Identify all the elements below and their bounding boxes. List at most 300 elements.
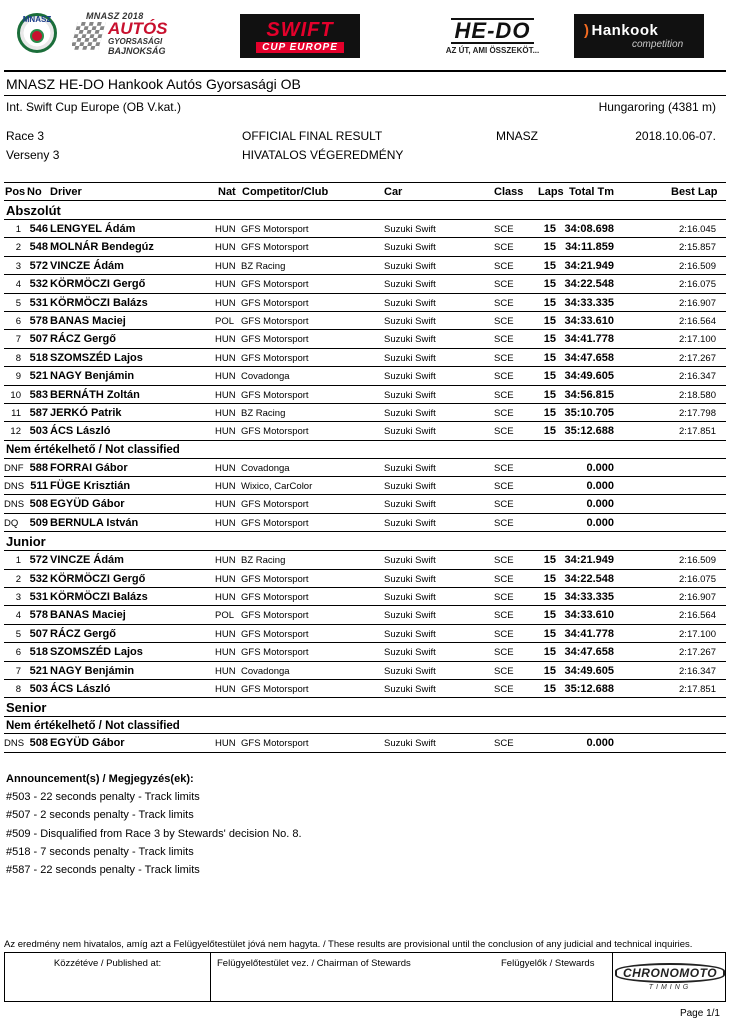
col-header-pos: Pos xyxy=(5,186,26,198)
row-car-number: 507 xyxy=(29,333,48,346)
row-laps: 15 xyxy=(543,591,556,604)
series-name: Int. Swift Cup Europe (OB V.kat.) xyxy=(6,100,181,114)
row-class: SCE xyxy=(494,334,514,346)
row-laps: 15 xyxy=(543,241,556,254)
row-driver: BANAS Maciej xyxy=(50,314,126,327)
row-club: Covadonga xyxy=(241,371,290,383)
row-car-number: 511 xyxy=(30,480,48,493)
row-car: Suzuki Swift xyxy=(384,610,436,622)
row-pos: DNF xyxy=(4,462,24,474)
row-driver: BANAS Maciej xyxy=(50,609,126,622)
row-best-lap: 2:15.857 xyxy=(679,242,716,254)
result-row xyxy=(4,386,726,404)
row-pos: 7 xyxy=(15,334,21,346)
row-car-number: 531 xyxy=(29,591,48,604)
row-club: BZ Racing xyxy=(241,260,286,272)
autos-championship-logo xyxy=(72,8,182,58)
chronomoto-logo-subtext: TIMING xyxy=(648,984,692,991)
row-pos: DQ xyxy=(4,517,19,529)
col-header-driver: Driver xyxy=(50,186,82,198)
row-car: Suzuki Swift xyxy=(384,628,436,640)
row-car: Suzuki Swift xyxy=(384,224,436,235)
row-car-number: 503 xyxy=(29,682,48,695)
row-car: Suzuki Swift xyxy=(384,481,436,493)
row-total-time: 0.000 xyxy=(586,516,614,529)
row-nat: HUN xyxy=(215,573,236,585)
announcement-item: #509 - Disqualified from Race 3 by Stewards' decision No. 8. xyxy=(6,827,302,840)
row-driver: VINCZE Ádám xyxy=(50,259,124,272)
row-laps: 15 xyxy=(543,388,556,401)
row-driver: KÖRMÖCZI Balázs xyxy=(50,296,148,309)
row-club: GFS Motorsport xyxy=(241,352,309,364)
row-driver: FORRAI Gábor xyxy=(50,461,128,474)
row-pos: 2 xyxy=(15,242,21,254)
hankook-logo xyxy=(574,14,704,58)
not-classified-row xyxy=(4,734,726,752)
row-driver: SZOMSZÉD Lajos xyxy=(50,646,143,659)
row-laps: 15 xyxy=(543,682,556,695)
row-car: Suzuki Swift xyxy=(384,665,436,677)
row-total-time: 34:33.335 xyxy=(564,591,614,604)
result-row xyxy=(4,238,726,256)
col-header-car: Car xyxy=(384,186,403,198)
row-club: GFS Motorsport xyxy=(241,592,309,604)
row-club: Covadonga xyxy=(241,665,290,677)
row-driver: NAGY Benjámin xyxy=(50,370,135,383)
row-car: Suzuki Swift xyxy=(384,334,436,346)
row-driver: RÁCZ Gergő xyxy=(50,333,116,346)
row-driver: VINCZE Ádám xyxy=(50,554,124,567)
sponsor-logo-strip xyxy=(0,8,730,60)
row-club: Wixico, CarColor xyxy=(241,481,313,493)
row-laps: 15 xyxy=(543,223,556,235)
title-divider xyxy=(4,95,726,96)
row-total-time: 34:11.859 xyxy=(565,241,614,254)
row-club: GFS Motorsport xyxy=(241,389,309,401)
row-best-lap: 2:16.564 xyxy=(679,315,716,327)
row-laps: 15 xyxy=(543,333,556,346)
row-car: Suzuki Swift xyxy=(384,279,436,291)
row-club: GFS Motorsport xyxy=(241,610,309,622)
row-class: SCE xyxy=(494,462,514,474)
row-driver: BERNULA István xyxy=(50,516,139,529)
row-car: Suzuki Swift xyxy=(384,738,436,750)
row-pos: DNS xyxy=(4,738,25,750)
row-club: GFS Motorsport xyxy=(241,242,309,254)
row-nat: HUN xyxy=(215,462,236,474)
row-pos: 10 xyxy=(10,389,21,401)
row-club: GFS Motorsport xyxy=(241,334,309,346)
row-total-time: 35:12.688 xyxy=(564,425,614,438)
row-total-time: 34:08.698 xyxy=(564,223,614,235)
stewards-label: Felügyelők / Stewards xyxy=(501,958,595,969)
row-club: GFS Motorsport xyxy=(241,738,309,750)
row-driver: SZOMSZÉD Lajos xyxy=(50,351,143,364)
published-at-cell xyxy=(5,953,211,1001)
result-row xyxy=(4,349,726,367)
row-laps: 15 xyxy=(543,572,556,585)
hankook-logo-line1: ) Hankook xyxy=(584,21,659,39)
result-row xyxy=(4,330,726,348)
row-driver: JERKÓ Patrik xyxy=(50,406,122,419)
row-total-time: 34:21.949 xyxy=(564,554,614,567)
row-pos: 3 xyxy=(15,260,21,272)
row-pos: 7 xyxy=(15,665,21,677)
row-nat: HUN xyxy=(215,334,236,346)
row-car: Suzuki Swift xyxy=(384,315,436,327)
announcement-item: #518 - 7 seconds penalty - Track limits xyxy=(6,845,194,858)
row-car-number: 578 xyxy=(29,609,48,622)
disclaimer: Az eredmény nem hivatalos, amíg azt a Felügyelőtestület jóvá nem hagyta. / These results are provisional until the conclusion of any judicial and technical inquiries. xyxy=(4,939,693,950)
swift-cup-logo xyxy=(240,14,360,58)
row-nat: HUN xyxy=(215,279,236,291)
autos-logo-line3: GYORSASÁGI xyxy=(108,36,163,46)
row-car-number: 521 xyxy=(29,664,48,677)
row-laps: 15 xyxy=(543,627,556,640)
row-nat: HUN xyxy=(215,665,236,677)
autos-logo-line2: AUTÓS xyxy=(108,18,168,38)
not-classified-row xyxy=(4,459,726,477)
row-nat: POL xyxy=(215,315,235,327)
row-pos: 1 xyxy=(15,224,21,235)
row-driver: ÁCS László xyxy=(50,682,111,695)
row-car-number: 521 xyxy=(29,370,48,383)
row-nat: HUN xyxy=(215,628,236,640)
row-car: Suzuki Swift xyxy=(384,389,436,401)
race-label-hu: Verseny 3 xyxy=(6,148,60,162)
row-laps: 15 xyxy=(543,406,556,419)
row-class: SCE xyxy=(494,389,514,401)
row-car: Suzuki Swift xyxy=(384,297,436,309)
circuit-name: Hungaroring (4381 m) xyxy=(598,100,716,114)
chronomoto-logo-text: CHRONOMOTO xyxy=(615,963,725,983)
result-row xyxy=(4,625,726,643)
row-pos: 4 xyxy=(15,610,21,622)
result-row xyxy=(4,680,726,698)
section-title: Junior xyxy=(6,534,46,550)
row-total-time: 34:33.610 xyxy=(564,314,614,327)
col-header-nat: Nat xyxy=(218,186,236,198)
row-class: SCE xyxy=(494,647,514,659)
row-total-time: 34:41.778 xyxy=(564,333,614,346)
row-total-time: 34:47.658 xyxy=(564,351,614,364)
row-pos: 8 xyxy=(15,683,21,695)
row-car: Suzuki Swift xyxy=(384,462,436,474)
result-row xyxy=(4,551,726,569)
result-row xyxy=(4,643,726,661)
row-best-lap: 2:17.798 xyxy=(679,407,716,419)
row-car: Suzuki Swift xyxy=(384,683,436,695)
page-number: Page 1/1 xyxy=(679,1008,720,1019)
row-driver: RÁCZ Gergő xyxy=(50,627,116,640)
row-class: SCE xyxy=(494,260,514,272)
row-class: SCE xyxy=(494,610,514,622)
row-class: SCE xyxy=(494,224,514,235)
row-class: SCE xyxy=(494,297,514,309)
row-best-lap: 2:17.267 xyxy=(679,647,716,659)
announcements xyxy=(6,773,302,882)
organizer: MNASZ xyxy=(496,129,538,143)
row-car: Suzuki Swift xyxy=(384,517,436,529)
row-club: GFS Motorsport xyxy=(241,647,309,659)
row-nat: HUN xyxy=(215,499,236,511)
row-car: Suzuki Swift xyxy=(384,573,436,585)
row-car-number: 546 xyxy=(29,223,48,235)
row-driver: FÜGE Krisztián xyxy=(50,480,131,493)
row-nat: HUN xyxy=(215,481,236,493)
row-best-lap: 2:18.580 xyxy=(679,389,716,401)
row-nat: HUN xyxy=(215,260,236,272)
stewards-cell xyxy=(211,953,613,1001)
row-total-time: 34:41.778 xyxy=(564,627,614,640)
row-club: BZ Racing xyxy=(241,555,286,567)
not-classified-row xyxy=(4,477,726,495)
row-car: Suzuki Swift xyxy=(384,426,436,438)
row-class: SCE xyxy=(494,242,514,254)
result-title-hu: HIVATALOS VÉGEREDMÉNY xyxy=(242,148,404,162)
result-title-en: OFFICIAL FINAL RESULT xyxy=(242,129,383,143)
row-club: GFS Motorsport xyxy=(241,297,309,309)
announcement-item: #503 - 22 seconds penalty - Track limits xyxy=(6,791,200,803)
row-nat: POL xyxy=(215,610,235,622)
row-class: SCE xyxy=(494,426,514,438)
results-sections xyxy=(4,201,726,753)
row-nat: HUN xyxy=(215,555,236,567)
row-club: GFS Motorsport xyxy=(241,683,309,695)
row-laps: 15 xyxy=(543,278,556,291)
row-best-lap: 2:17.851 xyxy=(679,426,716,438)
row-total-time: 0.000 xyxy=(586,498,614,511)
row-pos: DNS xyxy=(4,499,25,511)
row-total-time: 35:12.688 xyxy=(564,682,614,695)
announcements-list xyxy=(6,791,302,882)
result-row xyxy=(4,257,726,275)
result-row xyxy=(4,312,726,330)
row-class: SCE xyxy=(494,481,514,493)
row-total-time: 34:33.610 xyxy=(564,609,614,622)
row-class: SCE xyxy=(494,315,514,327)
row-pos: 12 xyxy=(10,426,21,438)
row-driver: ÁCS László xyxy=(50,425,111,438)
row-car: Suzuki Swift xyxy=(384,352,436,364)
not-classified-title: Nem értékelhető / Not classified xyxy=(4,441,726,459)
row-class: SCE xyxy=(494,352,514,364)
row-driver: KÖRMÖCZI Gergő xyxy=(50,278,146,291)
row-club: GFS Motorsport xyxy=(241,426,309,438)
row-total-time: 0.000 xyxy=(586,480,614,493)
row-nat: HUN xyxy=(215,371,236,383)
section-rows xyxy=(4,219,726,441)
autos-logo-line1: MNASZ 2018 xyxy=(86,10,144,21)
row-laps: 15 xyxy=(543,259,556,272)
row-total-time: 34:21.949 xyxy=(564,259,614,272)
row-car-number: 503 xyxy=(29,425,48,438)
row-club: GFS Motorsport xyxy=(241,224,309,235)
row-laps: 15 xyxy=(543,314,556,327)
row-nat: HUN xyxy=(215,407,236,419)
hedo-logo-line1: HE-DO xyxy=(451,18,535,44)
row-laps: 15 xyxy=(543,370,556,383)
row-class: SCE xyxy=(494,371,514,383)
row-best-lap: 2:16.347 xyxy=(679,371,716,383)
row-nat: HUN xyxy=(215,352,236,364)
row-car: Suzuki Swift xyxy=(384,499,436,511)
hankook-logo-line2: competition xyxy=(632,38,684,50)
mnasz-logo-text: MNASZ xyxy=(22,15,52,24)
row-driver: BERNÁTH Zoltán xyxy=(50,388,140,401)
row-pos: 8 xyxy=(15,352,21,364)
not-classified-title: Nem értékelhető / Not classified xyxy=(4,716,726,734)
row-car: Suzuki Swift xyxy=(384,260,436,272)
row-pos: 11 xyxy=(11,407,21,419)
row-pos: 6 xyxy=(15,315,21,327)
col-header-total: Total Tm xyxy=(569,186,615,198)
row-best-lap: 2:16.509 xyxy=(679,260,716,272)
row-pos: 9 xyxy=(15,371,21,383)
row-car-number: 508 xyxy=(29,737,48,750)
row-pos: 1 xyxy=(15,555,21,567)
not-classified-row xyxy=(4,495,726,513)
row-nat: HUN xyxy=(215,592,236,604)
result-row xyxy=(4,220,726,238)
announcement-item: #587 - 22 seconds penalty - Track limits xyxy=(6,864,200,877)
chairman-label: Felügyelőtestület vez. / Chairman of Stewards xyxy=(217,958,411,969)
row-total-time: 0.000 xyxy=(586,461,614,474)
row-car-number: 532 xyxy=(29,572,48,585)
result-row xyxy=(4,275,726,293)
row-best-lap: 2:16.045 xyxy=(679,224,716,235)
row-club: GFS Motorsport xyxy=(241,628,309,640)
result-row xyxy=(4,294,726,312)
row-car-number: 588 xyxy=(29,461,48,474)
row-laps: 15 xyxy=(543,425,556,438)
row-pos: 4 xyxy=(15,279,21,291)
published-at-label: Közzétéve / Published at: xyxy=(53,958,162,969)
row-laps: 15 xyxy=(543,664,556,677)
not-classified-row xyxy=(4,514,726,532)
row-driver: KÖRMÖCZI Balázs xyxy=(50,591,148,604)
row-car: Suzuki Swift xyxy=(384,555,436,567)
result-row xyxy=(4,606,726,624)
row-nat: HUN xyxy=(215,389,236,401)
row-nat: HUN xyxy=(215,517,236,529)
row-best-lap: 2:16.564 xyxy=(679,610,716,622)
col-header-laps: Laps xyxy=(538,186,564,198)
swift-logo-line2: CUP EUROPE xyxy=(256,42,344,53)
row-car-number: 531 xyxy=(29,296,48,309)
row-pos: 5 xyxy=(15,628,21,640)
announcement-item: #507 - 2 seconds penalty - Track limits xyxy=(6,809,194,822)
header-divider xyxy=(4,70,726,72)
row-class: SCE xyxy=(494,573,514,585)
hedo-logo-line2: AZ ÚT, AMI ÖSSZEKÖT... xyxy=(445,45,540,55)
row-total-time: 34:49.605 xyxy=(564,664,614,677)
championship-title: MNASZ HE-DO Hankook Autós Gyorsasági OB xyxy=(6,76,301,92)
row-car: Suzuki Swift xyxy=(384,242,436,254)
row-total-time: 34:22.548 xyxy=(564,572,614,585)
result-row xyxy=(4,570,726,588)
row-club: GFS Motorsport xyxy=(241,517,309,529)
announcements-title: Announcement(s) / Megjegyzés(ek): xyxy=(6,773,194,785)
row-club: GFS Motorsport xyxy=(241,279,309,291)
row-car-number: 587 xyxy=(29,406,48,419)
col-header-class: Class xyxy=(494,186,524,198)
race-label-en: Race 3 xyxy=(6,129,45,143)
result-row xyxy=(4,588,726,606)
results-header-row xyxy=(4,182,726,201)
row-best-lap: 2:17.100 xyxy=(679,628,716,640)
row-car-number: 583 xyxy=(29,388,48,401)
row-total-time: 34:56.815 xyxy=(564,388,614,401)
row-nat: HUN xyxy=(215,224,236,235)
row-car-number: 548 xyxy=(29,241,48,254)
result-row xyxy=(4,404,726,422)
row-club: Covadonga xyxy=(241,462,290,474)
row-best-lap: 2:16.509 xyxy=(679,555,716,567)
row-class: SCE xyxy=(494,738,514,750)
row-class: SCE xyxy=(494,517,514,529)
row-nat: HUN xyxy=(215,426,236,438)
section-title: Senior xyxy=(6,700,47,716)
row-car: Suzuki Swift xyxy=(384,371,436,383)
row-best-lap: 2:17.267 xyxy=(679,352,716,364)
row-total-time: 34:22.548 xyxy=(564,278,614,291)
col-header-club: Competitor/Club xyxy=(242,186,329,198)
row-laps: 15 xyxy=(543,296,556,309)
row-nat: HUN xyxy=(215,647,236,659)
row-total-time: 0.000 xyxy=(586,737,614,750)
row-total-time: 35:10.705 xyxy=(564,406,614,419)
row-class: SCE xyxy=(494,555,514,567)
row-driver: EGYÜD Gábor xyxy=(50,737,125,750)
row-class: SCE xyxy=(494,592,514,604)
hankook-wordmark: Hankook xyxy=(591,21,659,39)
row-total-time: 34:47.658 xyxy=(564,646,614,659)
row-best-lap: 2:17.100 xyxy=(679,334,716,346)
chronomoto-logo xyxy=(620,957,720,997)
row-class: SCE xyxy=(494,628,514,640)
row-class: SCE xyxy=(494,683,514,695)
row-car-number: 572 xyxy=(29,554,48,567)
row-best-lap: 2:16.075 xyxy=(679,573,716,585)
row-driver: EGYÜD Gábor xyxy=(50,498,125,511)
row-laps: 15 xyxy=(543,351,556,364)
row-car-number: 572 xyxy=(29,259,48,272)
hedo-logo xyxy=(420,14,565,58)
row-pos: 6 xyxy=(15,647,21,659)
row-car-number: 518 xyxy=(29,351,48,364)
result-row xyxy=(4,422,726,440)
row-total-time: 34:33.335 xyxy=(564,296,614,309)
row-nat: HUN xyxy=(215,242,236,254)
row-class: SCE xyxy=(494,279,514,291)
row-nat: HUN xyxy=(215,683,236,695)
row-club: GFS Motorsport xyxy=(241,315,309,327)
col-header-best: Best Lap xyxy=(671,186,718,198)
row-car-number: 532 xyxy=(29,278,48,291)
row-club: GFS Motorsport xyxy=(241,499,309,511)
col-header-no: No xyxy=(27,186,42,198)
row-pos: DNS xyxy=(4,481,25,493)
row-car-number: 508 xyxy=(29,498,48,511)
section-title: Abszolút xyxy=(6,203,61,218)
row-best-lap: 2:16.347 xyxy=(679,665,716,677)
autos-logo-line4: BAJNOKSÁG xyxy=(108,45,166,56)
row-laps: 15 xyxy=(543,609,556,622)
row-best-lap: 2:16.907 xyxy=(679,297,716,309)
row-car-number: 509 xyxy=(29,516,48,529)
signature-box xyxy=(4,952,726,1002)
